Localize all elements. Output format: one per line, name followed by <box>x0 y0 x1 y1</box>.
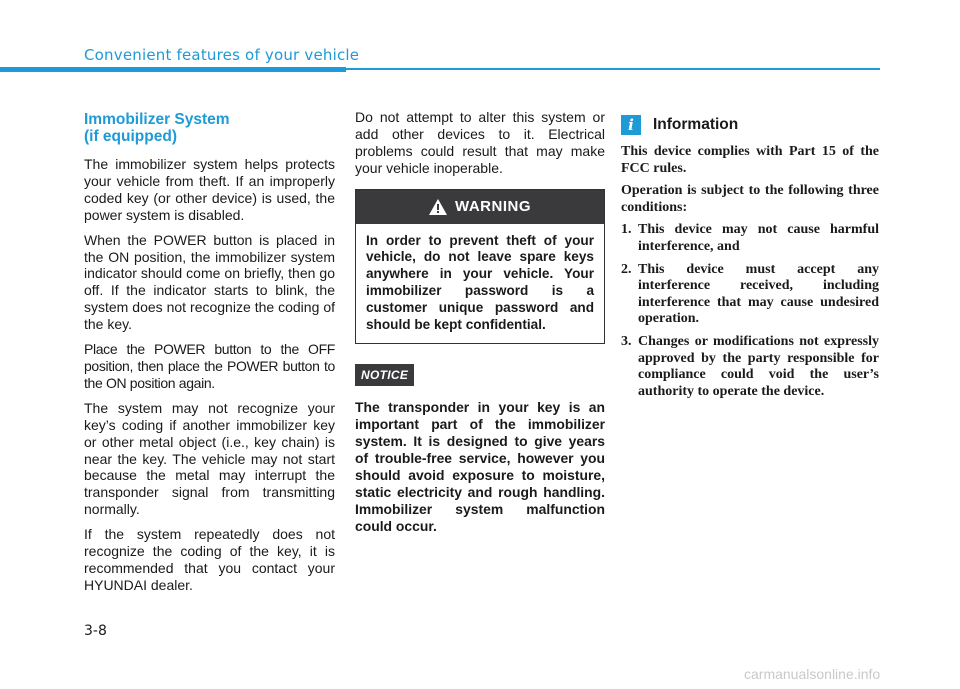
list-item <box>621 334 879 400</box>
list-item-number: 3. <box>621 333 632 349</box>
header-rule-line <box>346 68 880 70</box>
information-title: Information <box>653 116 739 133</box>
warning-triangle-icon <box>429 199 447 215</box>
right-column <box>621 115 879 406</box>
list-item-number: 2. <box>621 261 632 277</box>
paragraph-1: The immobilizer system helps protects your vehicle from theft. If an improperly coded key (or other device) is used, the power system is disabled. <box>84 156 335 223</box>
middle-column <box>355 109 605 535</box>
paragraph-4: The system may not recognize your key’s coding if another immobilizer key or other metal object (i.e., key chain) is near the key. The vehicle may not start because the metal may interrupt the transponder signal from transmitting normally. <box>84 399 335 518</box>
left-column <box>84 111 335 602</box>
title-line-1: Immobilizer System <box>84 111 230 128</box>
list-item-text: Changes or modifications not expressly approved by the party responsible for compliance could void the user’s authority to operate the device. <box>638 333 879 399</box>
title-line-2: (if equipped) <box>84 128 177 145</box>
list-item <box>621 222 879 255</box>
list-item-text: This device must accept any interference received, including interference that may cause undesired operation. <box>638 261 879 327</box>
conditions-paragraph: Operation is subject to the following three conditions: <box>621 183 879 215</box>
list-item-number: 1. <box>621 222 632 238</box>
intro-paragraph: Do not attempt to alter this system or add other devices to it. Electrical problems could result that may make your vehicle inoperable. <box>355 109 605 176</box>
paragraph-2: When the POWER button is placed in the ON position, the immobilizer system indicator should come on briefly, then go off. If the indicator starts to blink, the system does not recognize the coding of the key. <box>84 231 335 333</box>
warning-text: In order to prevent theft of your vehicle, do not leave spare keys anywhere in your vehicle. Your immobilizer password is a customer unique password and should be kept confidential. <box>366 232 594 332</box>
information-header <box>621 115 879 135</box>
fcc-paragraph: This device complies with Part 15 of the FCC rules. <box>621 144 879 176</box>
warning-label: WARNING <box>455 198 531 216</box>
notice-text: The transponder in your key is an important part of the immobilizer system. It is designed to give years of trouble-free service, however you should avoid exposure to moisture, static electricity and rough handling. Immobilizer system malfunction could occur. <box>355 399 605 535</box>
paragraph-5: If the system repeatedly does not recognize the coding of the key, it is recommended that you contact your HYUNDAI dealer. <box>84 526 335 593</box>
conditions-list <box>621 222 879 400</box>
information-body <box>621 144 879 400</box>
list-item <box>621 262 879 328</box>
info-icon: i <box>621 115 641 135</box>
page-number: 3-8 <box>84 623 107 639</box>
section-header-title: Convenient features of your vehicle <box>84 46 360 64</box>
warning-header <box>356 190 604 224</box>
header-accent-bar <box>0 67 346 72</box>
watermark-text: carmanualsonline.info <box>744 666 881 682</box>
notice-badge: NOTICE <box>355 364 414 386</box>
immobilizer-title <box>84 111 335 145</box>
paragraph-3: Place the POWER button to the OFF position, then place the POWER button to the ON position again. <box>84 341 335 391</box>
warning-box <box>355 189 605 345</box>
list-item-text: This device may not cause harmful interference, and <box>638 222 879 254</box>
